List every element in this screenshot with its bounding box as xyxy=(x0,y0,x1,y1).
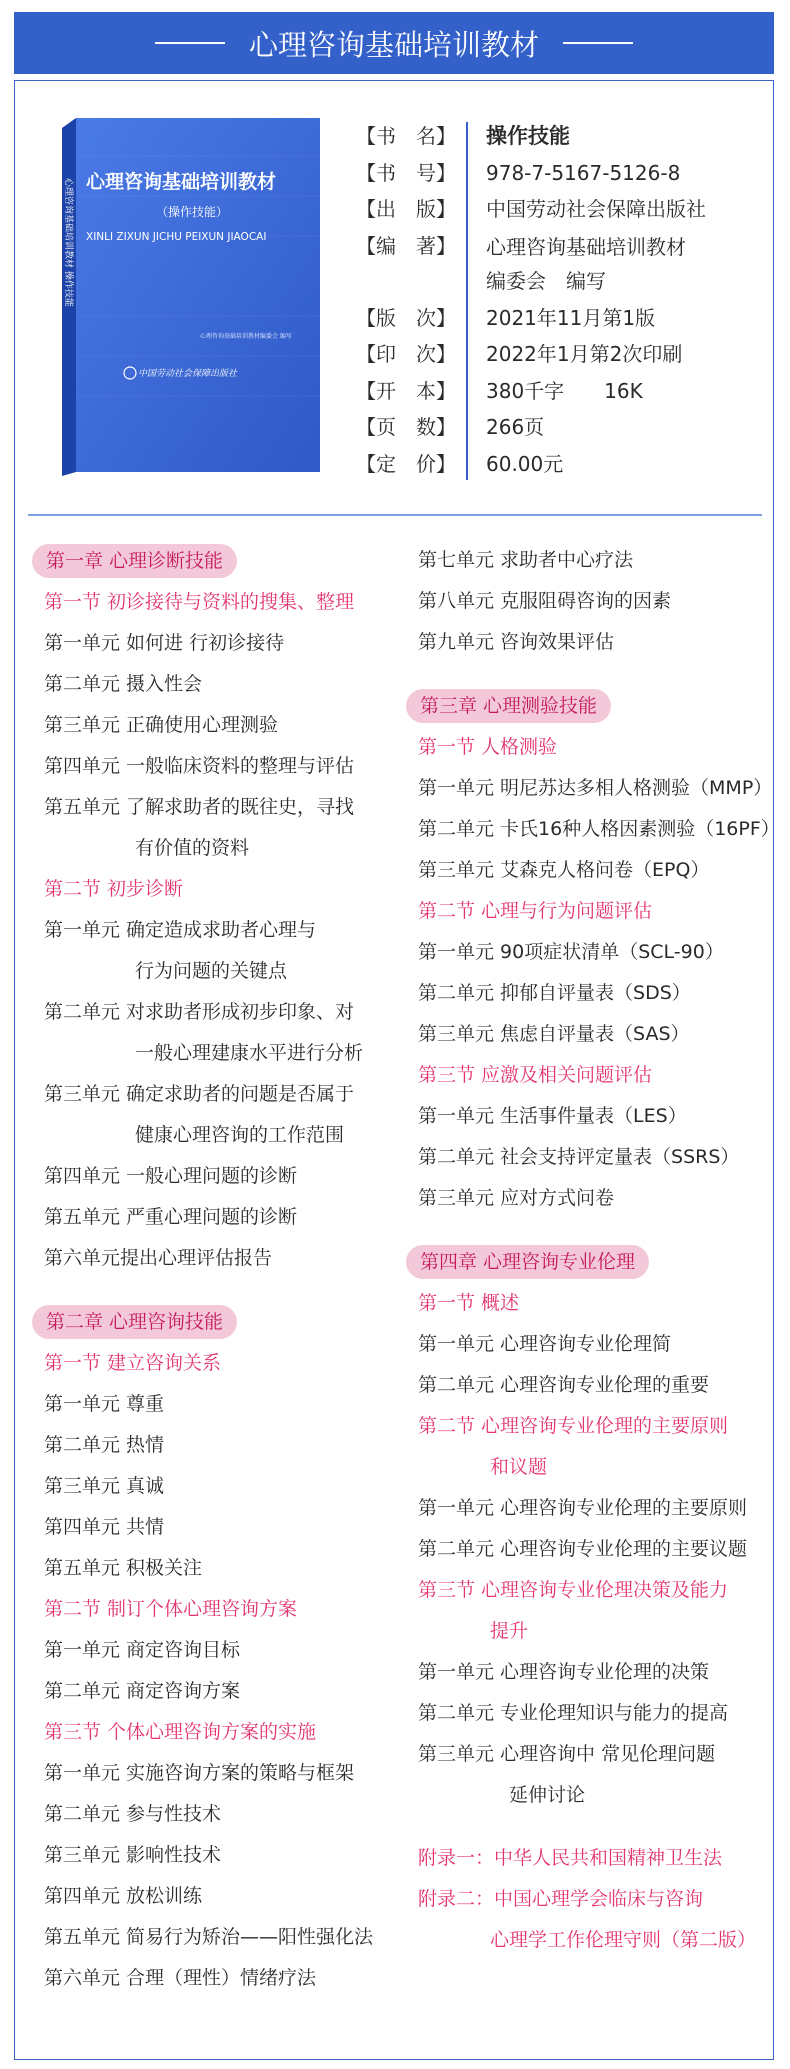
section-heading: 第二节 心理咨询专业伦理的主要原则 和议题 xyxy=(418,1415,729,1478)
toc-unit-item: 第二单元 社会支持评定量表（SSRS） xyxy=(418,1146,740,1168)
toc-unit-item: 第一单元 生活事件量表（LES） xyxy=(418,1105,687,1127)
toc-unit-item: 第三单元 确定求助者的问题是否属于 健康心理咨询的工作范围 xyxy=(44,1083,355,1146)
toc-unit-item: 第二单元 卡氏16种人格因素测验（16PF） xyxy=(418,818,780,840)
section-heading: 第一节 概述 xyxy=(418,1292,520,1314)
section-heading: 第一节 初诊接待与资料的搜集、整理 xyxy=(44,591,355,613)
toc-unit-item: 第一单元 心理咨询专业伦理简 xyxy=(418,1333,672,1355)
info-value: 心理咨询基础培训教材 编委会 编写 xyxy=(486,234,686,293)
header-right-rule xyxy=(563,42,633,44)
toc-unit-item: 第一单元 明尼苏达多相人格测验（MMP） xyxy=(418,777,773,799)
toc-unit-item: 第七单元 求助者中心疗法 xyxy=(418,549,634,571)
section-heading: 第三节 应激及相关问题评估 xyxy=(418,1064,653,1086)
toc-unit-item: 第五单元 严重心理问题的诊断 xyxy=(44,1206,298,1228)
toc-unit-item: 第二单元 心理咨询专业伦理的主要议题 xyxy=(418,1538,748,1560)
toc-unit-item: 第八单元 克服阻碍咨询的因素 xyxy=(418,590,672,612)
section-heading: 第三节 个体心理咨询方案的实施 xyxy=(44,1721,317,1743)
toc-unit-item: 第三单元 艾森克人格问卷（EPQ） xyxy=(418,859,710,881)
toc-unit-item: 第一单元 90项症状清单（SCL-90） xyxy=(418,941,724,963)
toc-unit-item: 第四单元 一般心理问题的诊断 xyxy=(44,1165,298,1187)
book-cover xyxy=(60,116,322,476)
toc-unit-item: 第二单元 参与性技术 xyxy=(44,1803,222,1825)
info-label: 【定 价】 xyxy=(356,451,456,476)
cover-editor: 心理咨询基础培训教材编委会 编写 xyxy=(200,333,292,340)
info-value: 2021年11月第1版 xyxy=(486,305,656,330)
cover-publisher: 中国劳动社会保障出版社 xyxy=(138,369,238,379)
toc-unit-item: 第六单元提出心理评估报告 xyxy=(44,1247,273,1269)
info-value: 978-7-5167-5126-8 xyxy=(486,160,681,185)
chapter-heading: 第四章 心理咨询专业伦理 xyxy=(406,1245,649,1279)
toc-unit-item: 第九单元 咨询效果评估 xyxy=(418,631,615,653)
section-heading: 第二节 心理与行为问题评估 xyxy=(418,900,653,922)
toc-unit-item: 第一单元 如何进 行初诊接待 xyxy=(44,632,285,654)
info-value: 中国劳动社会保障出版社 xyxy=(486,197,706,221)
toc-unit-item: 第一单元 确定造成求助者心理与 行为问题的关键点 xyxy=(44,919,317,982)
section-heading: 第一节 建立咨询关系 xyxy=(44,1352,222,1374)
toc-unit-item: 第三单元 正确使用心理测验 xyxy=(44,714,279,736)
info-label: 【书 号】 xyxy=(356,160,456,185)
cover-subtitle: （操作技能） xyxy=(156,205,229,219)
toc-unit-item: 第一单元 实施咨询方案的策略与框架 xyxy=(44,1762,355,1784)
toc-unit-item: 第六单元 合理（理性）情绪疗法 xyxy=(44,1967,317,1989)
toc-right-column xyxy=(418,540,780,1961)
toc-unit-item: 第二单元 专业伦理知识与能力的提高 xyxy=(418,1702,729,1724)
section-heading: 第三节 心理咨询专业伦理决策及能力 提升 xyxy=(418,1579,729,1642)
section-divider xyxy=(28,514,762,516)
info-value: 380千字 16K xyxy=(486,378,643,403)
toc-unit-item: 第五单元 简易行为矫治——阳性强化法 xyxy=(44,1926,374,1948)
info-value: 60.00元 xyxy=(486,451,564,476)
section-heading: 第二节 初步诊断 xyxy=(44,878,184,900)
section-heading: 第一节 人格测验 xyxy=(418,736,558,758)
toc-unit-item: 第二单元 摄入性会 xyxy=(44,673,203,695)
info-value: 266页 xyxy=(486,415,545,439)
toc-unit-item: 第四单元 共情 xyxy=(44,1516,165,1538)
toc-unit-item: 第一单元 心理咨询专业伦理的决策 xyxy=(418,1661,710,1683)
info-value: 2022年1月第2次印刷 xyxy=(486,342,683,366)
header-left-rule xyxy=(155,42,225,44)
toc-unit-item: 第四单元 一般临床资料的整理与评估 xyxy=(44,755,355,777)
toc-unit-item: 第二单元 心理咨询专业伦理的重要 xyxy=(418,1374,710,1396)
toc-unit-item: 第二单元 热情 xyxy=(44,1434,165,1456)
toc-unit-item: 第三单元 影响性技术 xyxy=(44,1844,222,1866)
toc-unit-item: 第三单元 真诚 xyxy=(44,1475,165,1497)
toc-left-column xyxy=(44,540,414,1999)
chapter-heading: 第一章 心理诊断技能 xyxy=(32,544,237,578)
page-header xyxy=(14,12,774,74)
header-title: 心理咨询基础培训教材 xyxy=(248,27,539,62)
info-label: 【编 著】 xyxy=(356,233,456,258)
info-label: 【印 次】 xyxy=(356,342,456,366)
toc-unit-item: 第五单元 积极关注 xyxy=(44,1557,203,1579)
toc-unit-item: 第五单元 了解求助者的既往史，寻找 有价值的资料 xyxy=(44,796,355,859)
toc-unit-item: 第一单元 心理咨询专业伦理的主要原则 xyxy=(418,1497,748,1519)
toc-unit-item: 第四单元 放松训练 xyxy=(44,1885,203,1907)
cover-pinyin: XINLI ZIXUN JICHU PEIXUN JIAOCAI xyxy=(86,231,267,243)
section-heading: 第二节 制订个体心理咨询方案 xyxy=(44,1598,298,1620)
info-label: 【出 版】 xyxy=(356,197,456,221)
info-label: 【书 名】 xyxy=(356,124,456,148)
cover-title: 心理咨询基础培训教材 xyxy=(86,171,277,193)
toc-unit-item: 第二单元 对求助者形成初步印象、对 一般心理建康水平进行分析 xyxy=(44,1001,364,1064)
toc-unit-item: 第二单元 商定咨询方案 xyxy=(44,1680,241,1702)
info-label: 【页 数】 xyxy=(356,415,456,439)
toc-unit-item: 第三单元 焦虑自评量表（SAS） xyxy=(418,1023,690,1045)
info-value: 操作技能 xyxy=(486,124,570,148)
info-label: 【开 本】 xyxy=(356,378,456,403)
toc-unit-item: 第一单元 尊重 xyxy=(44,1393,165,1415)
cover-vertical-title: 心理咨询基础培训教材 操作技能 xyxy=(63,178,73,307)
info-label: 【版 次】 xyxy=(356,305,456,330)
toc-unit-item: 第一单元 商定咨询目标 xyxy=(44,1639,241,1661)
chapter-heading: 第二章 心理咨询技能 xyxy=(32,1305,237,1339)
toc-unit-item: 第三单元 心理咨询中 常见伦理问题 延伸讨论 xyxy=(418,1743,716,1806)
toc-unit-item: 第三单元 应对方式问卷 xyxy=(418,1187,615,1209)
chapter-heading: 第三章 心理测验技能 xyxy=(406,689,611,723)
section-heading: 附录二：中国心理学会临床与咨询 心理学工作伦理守则（第二版） xyxy=(418,1888,757,1951)
section-heading: 附录一：中华人民共和国精神卫生法 xyxy=(418,1847,723,1869)
toc-unit-item: 第二单元 抑郁自评量表（SDS） xyxy=(418,982,691,1004)
